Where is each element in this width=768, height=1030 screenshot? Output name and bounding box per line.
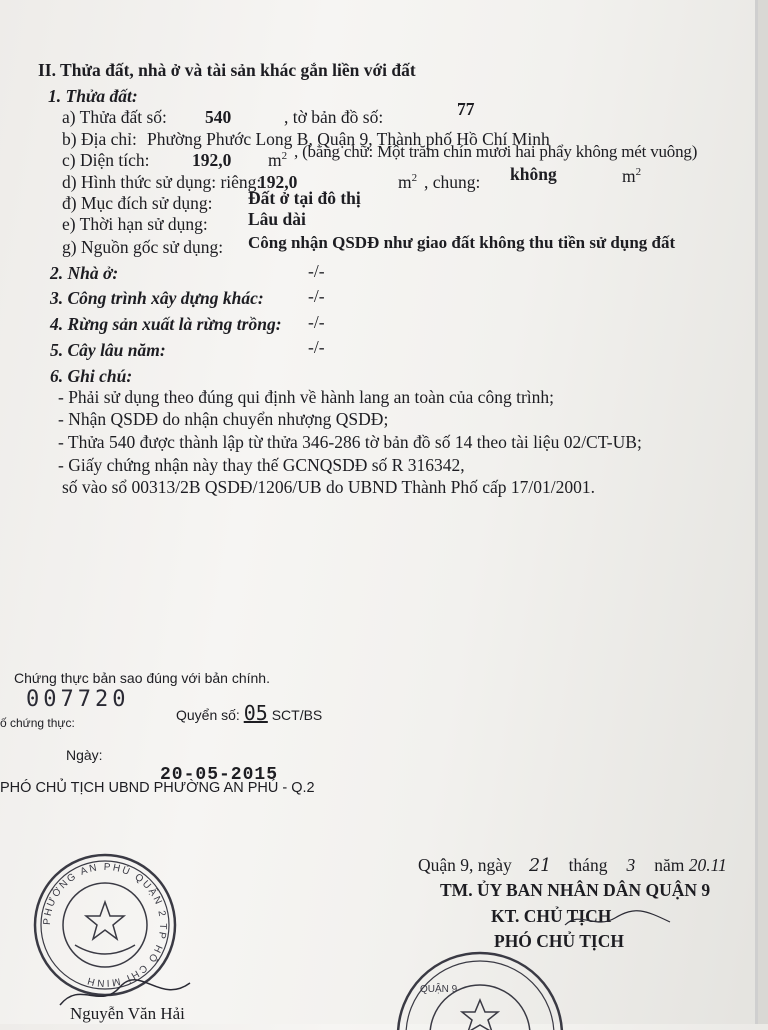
forest-label: 4. Rừng sản xuất là rừng trồng: <box>50 314 282 334</box>
area-in-words: , (bằng chữ: Một trăm chín mươi hai phẩy không mét vuông) <box>294 142 698 161</box>
parcel-row <box>62 99 475 127</box>
purpose-row <box>62 188 361 213</box>
forest-value: -/- <box>308 312 325 332</box>
deputy-chairman: PHÓ CHỦ TỊCH <box>494 931 624 951</box>
certification-date-label: Ngày: <box>66 747 103 763</box>
usage-form-row <box>62 164 642 192</box>
purpose-label: đ) Mục đích sử dụng: <box>62 193 213 213</box>
land-heading: 1. Thửa đất: <box>48 86 138 106</box>
certifying-official: PHÓ CHỦ TỊCH UBND PHƯỜNG AN PHÚ - Q.2 <box>0 780 315 796</box>
area-row <box>62 142 698 170</box>
right-seal-text: QUẬN 9 <box>420 984 458 995</box>
certification-title: Chứng thực bản sao đúng với bản chính. <box>14 670 270 686</box>
parcel-number: 540 <box>205 107 232 127</box>
house-value: -/- <box>308 261 325 281</box>
term-label: e) Thời hạn sử dụng: <box>62 214 208 234</box>
note-line: - Phải sử dụng theo đúng qui định về hành lang an toàn của công trình; <box>58 387 554 407</box>
notes-heading: 6. Ghi chú: <box>50 366 133 386</box>
book-label: Quyển số: <box>176 707 240 723</box>
certification-number-label: ố chứng thực: <box>0 716 75 730</box>
area-unit: $m^2$ <box>268 150 288 170</box>
private-area: 192,0 <box>258 172 298 192</box>
area-label: c) Diện tích: <box>62 150 150 170</box>
other-works-value: -/- <box>308 286 325 306</box>
issuing-authority: TM. ỦY BAN NHÂN DÂN QUẬN 9 <box>440 880 711 900</box>
shared-area: không <box>510 164 557 184</box>
house-label: 2. Nhà ở: <box>50 263 119 283</box>
private-unit: $m^2$ <box>398 172 418 192</box>
map-sheet-label: , tờ bản đồ số: <box>284 107 384 127</box>
certification-book-row <box>176 703 322 725</box>
address-row <box>62 129 550 149</box>
note-line: - Giấy chứng nhận này thay thế GCNQSDĐ số R 316342, <box>58 455 465 475</box>
issuer-signature <box>560 900 680 940</box>
purpose-value: Đất ở tại đô thị <box>248 188 361 208</box>
issue-year: 20.11 <box>688 855 727 875</box>
origin-row <box>62 233 676 257</box>
issue-day: 21 <box>529 856 552 876</box>
note-line: số vào sổ 00313/2B QSDĐ/1206/UB do UBND Thành Phố cấp 17/01/2001. <box>62 477 595 497</box>
issue-date-row: Quận 9, ngày 21 tháng 3 năm 20.11 <box>418 855 727 876</box>
page-edge <box>758 0 768 1024</box>
term-value: Lâu dài <box>248 209 306 229</box>
right-seal-stamp <box>390 940 570 1030</box>
parcel-label: a) Thửa đất số: <box>62 107 167 127</box>
perennial-value: -/- <box>308 337 325 357</box>
left-seal-text: PHƯỜNG AN PHÚ QUẬN 2 TP HỒ CHÍ MINH <box>41 861 169 989</box>
note-line: - Nhận QSDĐ do nhận chuyển nhượng QSDĐ; <box>58 409 389 429</box>
perennial-label: 5. Cây lâu năm: <box>50 340 166 360</box>
address-label: b) Địa chỉ: <box>62 129 137 149</box>
origin-label: g) Nguồn gốc sử dụng: <box>62 237 224 257</box>
origin-value: Công nhận QSDĐ như giao đất không thu tiền sử dụng đất <box>248 233 676 252</box>
svg-text:PHƯỜNG AN PHÚ QUẬN 2 TP HỒ CHÍ <box>42 862 168 988</box>
note-line: - Thửa 540 được thành lập từ thửa 346-286 tờ bản đồ số 14 theo tài liệu 02/CT-UB; <box>58 432 642 452</box>
certification-date: 20-05-2015 <box>160 765 279 785</box>
area-value: 192,0 <box>192 150 232 170</box>
map-sheet-number: 77 <box>457 99 475 119</box>
book-suffix: SCT/BS <box>271 707 323 723</box>
certifier-name: Nguyễn Văn Hải <box>70 1004 185 1023</box>
section-title: II. Thửa đất, nhà ở và tài sản khác gắn liền với đất <box>38 60 416 80</box>
address-value: Phường Phước Long B, Quận 9, Thành phố Hồ Chí Minh <box>147 129 550 149</box>
usage-form-label: d) Hình thức sử dụng: riêng: <box>62 172 262 192</box>
book-number: 05 <box>243 701 268 725</box>
other-works-label: 3. Công trình xây dựng khác: <box>50 288 264 308</box>
certifier-signature <box>50 975 210 1015</box>
shared-label: , chung: <box>424 172 481 192</box>
term-row <box>62 209 306 234</box>
on-behalf-chairman: KT. CHỦ TỊCH <box>491 906 612 926</box>
issue-month: 3 <box>626 855 636 875</box>
certification-number: 007720 <box>26 687 130 712</box>
shared-unit: $m^2$ <box>622 166 642 186</box>
